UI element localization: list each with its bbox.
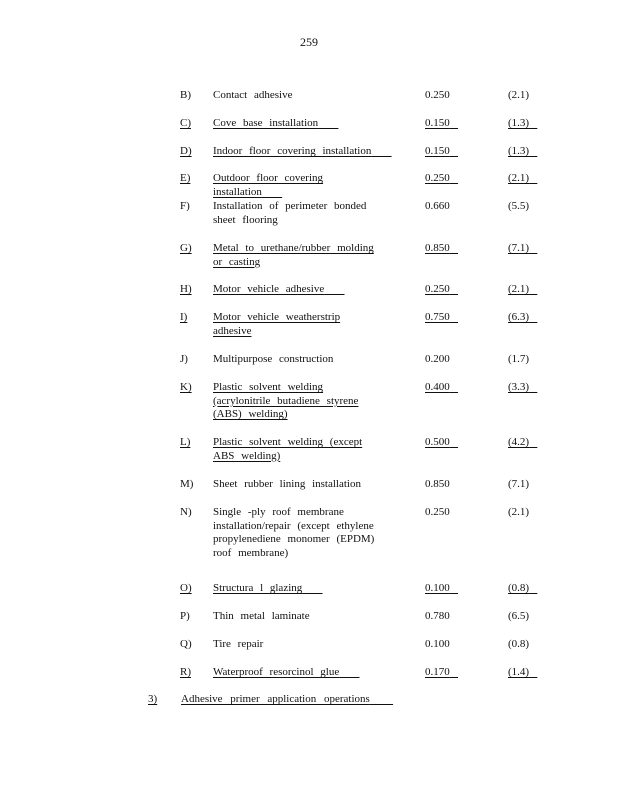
- row-value-paren: (2.1): [508, 283, 530, 295]
- row-description: Installation of perimeter bonded sheet flooring: [213, 200, 367, 226]
- row-value-paren: (2.1): [508, 506, 530, 518]
- row-value-paren: (0.8): [508, 638, 530, 650]
- row-description: Motor vehicle adhesive: [213, 283, 325, 295]
- row-description: Multipurpose construction: [213, 353, 334, 365]
- row-value-paren: (7.1): [508, 478, 530, 490]
- row-value-paren: (1.3): [508, 145, 530, 157]
- row-letter: O): [180, 582, 192, 594]
- row-value: 0.750: [425, 311, 450, 323]
- row-description: Structura l glazing: [213, 582, 303, 594]
- row-description: Waterproof resorcinol glue: [213, 666, 340, 678]
- row-description: Plastic solvent welding (except ABS welding): [213, 436, 363, 462]
- row-letter: M): [180, 478, 194, 490]
- row-letter: L): [180, 436, 191, 448]
- row-letter: H): [180, 283, 192, 295]
- row-letter: N): [180, 506, 192, 518]
- row-value-paren: (4.2): [508, 436, 530, 448]
- row-value: 0.100: [425, 582, 450, 594]
- row-value: 0.250: [425, 172, 450, 184]
- row-value: 0.150: [425, 117, 450, 129]
- row-letter: F): [180, 200, 190, 212]
- row-description: Thin metal laminate: [213, 610, 310, 622]
- row-value: 0.660: [425, 200, 450, 212]
- row-value: 0.250: [425, 89, 450, 101]
- row-value-paren: (7.1): [508, 242, 530, 254]
- section-number: 3): [148, 693, 158, 705]
- row-letter: B): [180, 89, 191, 101]
- row-description: Contact adhesive: [213, 89, 293, 101]
- row-letter: D): [180, 145, 192, 157]
- section-title: Adhesive primer application operations: [181, 693, 370, 705]
- row-letter: R): [180, 666, 191, 678]
- row-value: 0.400: [425, 381, 450, 393]
- row-description: Single -ply roof membrane installation/repair (except ethylene propylenediene monomer (EPDM) roof membrane): [213, 506, 375, 559]
- row-letter: K): [180, 381, 192, 393]
- row-letter: G): [180, 242, 192, 254]
- row-letter: Q): [180, 638, 192, 650]
- row-value-paren: (6.5): [508, 610, 530, 622]
- row-value-paren: (1.4): [508, 666, 530, 678]
- row-value: 0.250: [425, 506, 450, 518]
- row-value: 0.100: [425, 638, 450, 650]
- row-value-paren: (1.7): [508, 353, 530, 365]
- row-value: 0.780: [425, 610, 450, 622]
- row-description: Outdoor floor covering installation: [213, 172, 324, 198]
- row-value-paren: (5.5): [508, 200, 530, 212]
- row-letter: E): [180, 172, 191, 184]
- row-letter: P): [180, 610, 190, 622]
- row-value-paren: (6.3): [508, 311, 530, 323]
- row-description: Indoor floor covering installation: [213, 145, 372, 157]
- page-number: 259: [300, 35, 318, 49]
- row-value: 0.500: [425, 436, 450, 448]
- row-value: 0.170: [425, 666, 450, 678]
- row-letter: C): [180, 117, 191, 129]
- row-description: Sheet rubber lining installation: [213, 478, 361, 490]
- row-value: 0.200: [425, 353, 450, 365]
- row-value-paren: (2.1): [508, 172, 530, 184]
- row-value: 0.850: [425, 478, 450, 490]
- row-letter: I): [180, 311, 188, 323]
- row-letter: J): [180, 353, 188, 365]
- row-description: Tire repair: [213, 638, 264, 650]
- row-value-paren: (1.3): [508, 117, 530, 129]
- row-value-paren: (0.8): [508, 582, 530, 594]
- row-value: 0.150: [425, 145, 450, 157]
- row-description: Cove base installation: [213, 117, 319, 129]
- row-value-paren: (3.3): [508, 381, 530, 393]
- row-value: 0.250: [425, 283, 450, 295]
- row-description: Motor vehicle weatherstrip adhesive: [213, 311, 341, 337]
- row-description: Metal to urethane/rubber molding or casting: [213, 242, 374, 268]
- row-description: Plastic solvent welding (acrylonitrile butadiene styrene (ABS) welding): [213, 381, 359, 420]
- row-value-paren: (2.1): [508, 89, 530, 101]
- row-value: 0.850: [425, 242, 450, 254]
